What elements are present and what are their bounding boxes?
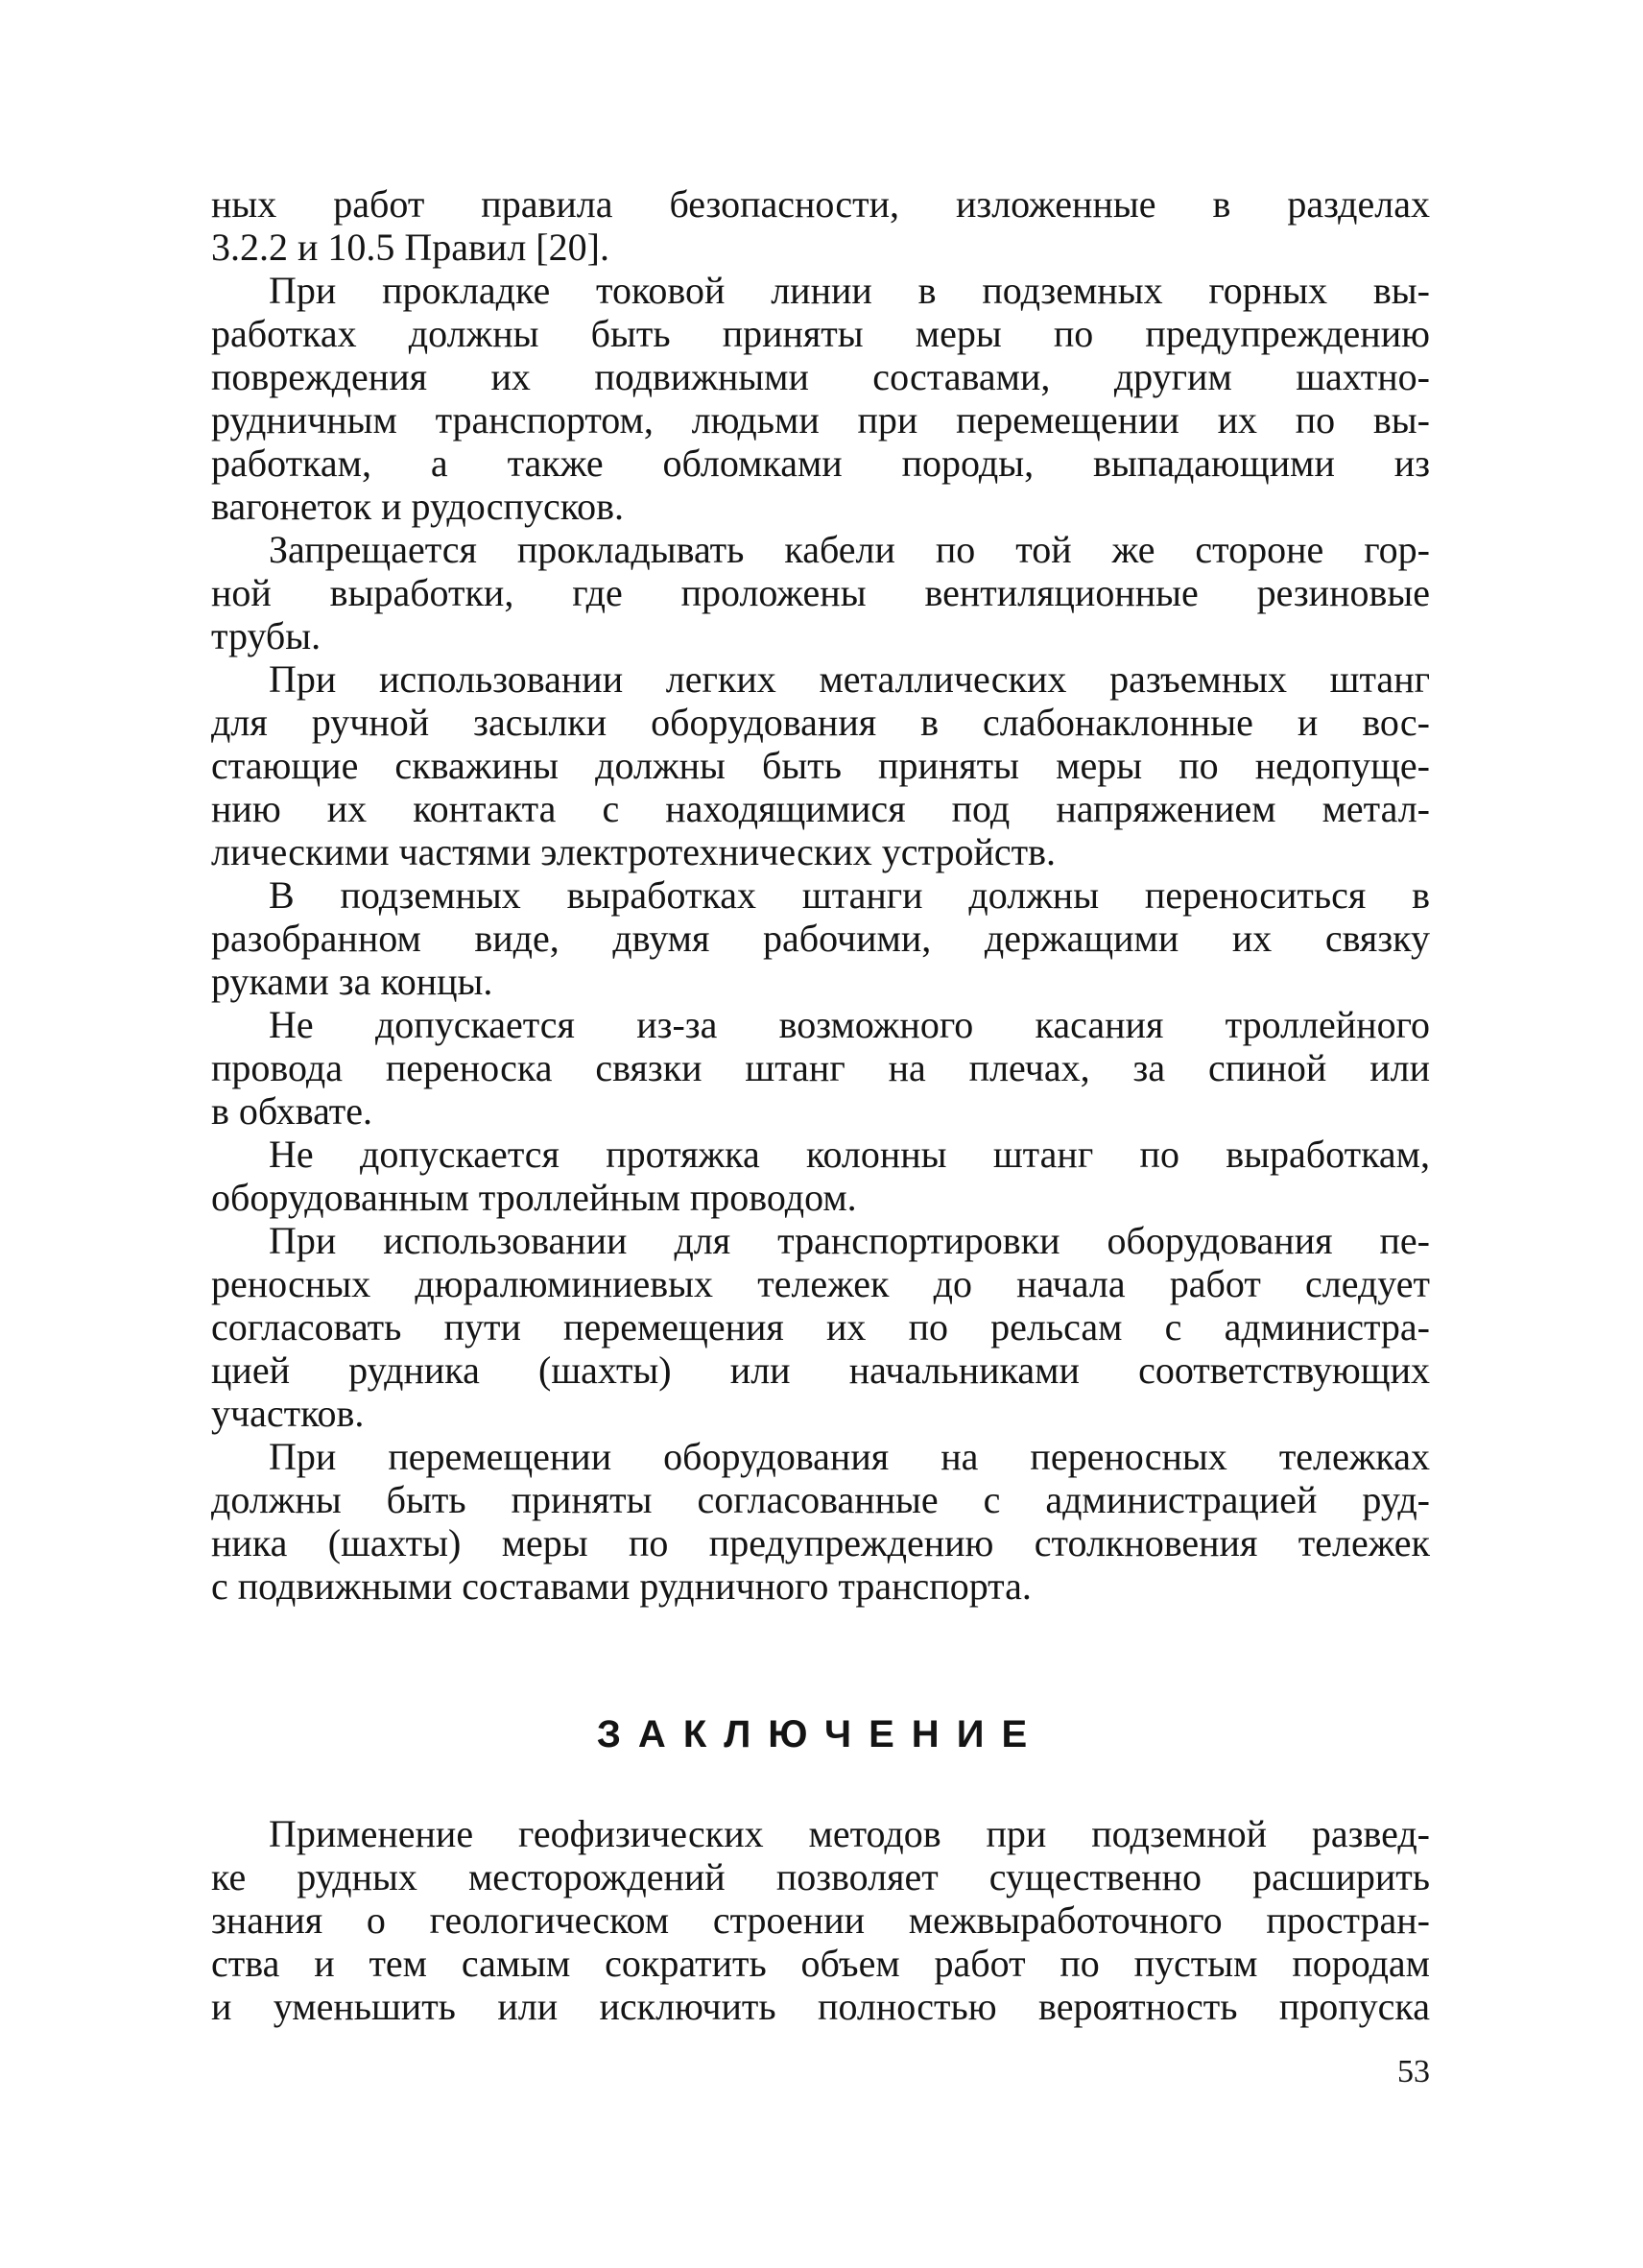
paragraph [211,182,1430,269]
text-line: Не допускается из-за возможного касания троллейного [269,1003,1430,1046]
text-line: руками за концы. [211,960,493,1003]
text-line: оборудованным троллейным проводом. [211,1176,857,1219]
text-line: Применение геофизических методов при подземной развед- [269,1812,1430,1855]
paragraph [211,873,1430,1003]
text-line: с подвижными составами рудничного транспорта. [211,1564,1032,1608]
text-line: участков. [211,1392,365,1435]
text-line: При прокладке токовой линии в подземных горных вы- [269,269,1430,312]
paragraph [211,1003,1430,1133]
text-line: ке рудных месторождений позволяет существенно расширить [211,1855,1430,1898]
text-line: должны быть приняты согласованные с администрацией руд- [211,1478,1430,1521]
text-line: При использовании легких металлических разъемных штанг [269,657,1430,701]
paragraph [211,269,1430,528]
text-line: 3.2.2 и 10.5 Правил [20]. [211,226,609,269]
paragraph [211,528,1430,657]
text-line: знания о геологическом строении межвыработочного простран- [211,1898,1430,1942]
text-line: ных работ правила безопасности, изложенные в разделах [211,182,1430,226]
text-line: разобранном виде, двумя рабочими, держащими их связку [211,917,1430,960]
text-line: стающие скважины должны быть приняты меры по недопуще- [211,744,1430,787]
text-line: повреждения их подвижными составами, другим шахтно- [211,355,1430,398]
text-line: реносных дюралюминиевых тележек до начала работ следует [211,1262,1430,1305]
text-line: и уменьшить или исключить полностью вероятность пропуска [211,1985,1430,2028]
text-line: рудничным транспортом, людьми при перемещении их по вы- [211,398,1430,442]
conclusion-text [211,1812,1430,2028]
text-line: в обхвате. [211,1089,373,1133]
text-line: В подземных выработках штанги должны переноситься в [269,873,1430,917]
text-line: работкам, а также обломками породы, выпадающими из [211,442,1430,485]
page-number: 53 [1397,2054,1430,2089]
text-line: Запрещается прокладывать кабели по той же стороне гор- [269,528,1430,571]
text-line: При перемещении оборудования на переносных тележках [269,1435,1430,1478]
paragraph [211,1133,1430,1219]
text-line: для ручной засылки оборудования в слабонаклонные и вос- [211,701,1430,744]
text-line: Не допускается протяжка колонны штанг по выработкам, [269,1133,1430,1176]
text-line: работках должны быть приняты меры по предупреждению [211,312,1430,355]
text-line: ника (шахты) меры по предупреждению столкновения тележек [211,1521,1430,1564]
body-text [211,182,1430,1608]
paragraph [211,1219,1430,1435]
text-line: трубы. [211,614,321,657]
text-line: ной выработки, где проложены вентиляционные резиновые [211,571,1430,614]
text-line: нию их контакта с находящимися под напряжением метал- [211,787,1430,830]
text-line: вагонеток и рудоспусков. [211,485,624,528]
text-line: лическими частями электротехнических устройств. [211,830,1056,873]
section-heading: ЗАКЛЮЧЕНИЕ [596,1713,1045,1755]
text-line: цией рудника (шахты) или начальниками соответствующих [211,1349,1430,1392]
text-line: провода переноска связки штанг на плечах, за спиной или [211,1046,1430,1089]
text-line: При использовании для транспортировки оборудования пе- [269,1219,1430,1262]
paragraph [211,657,1430,873]
paragraph [211,1435,1430,1608]
text-line: согласовать пути перемещения их по рельсам с администра- [211,1305,1430,1349]
text-line: ства и тем самым сократить объем работ по пустым породам [211,1942,1430,1985]
